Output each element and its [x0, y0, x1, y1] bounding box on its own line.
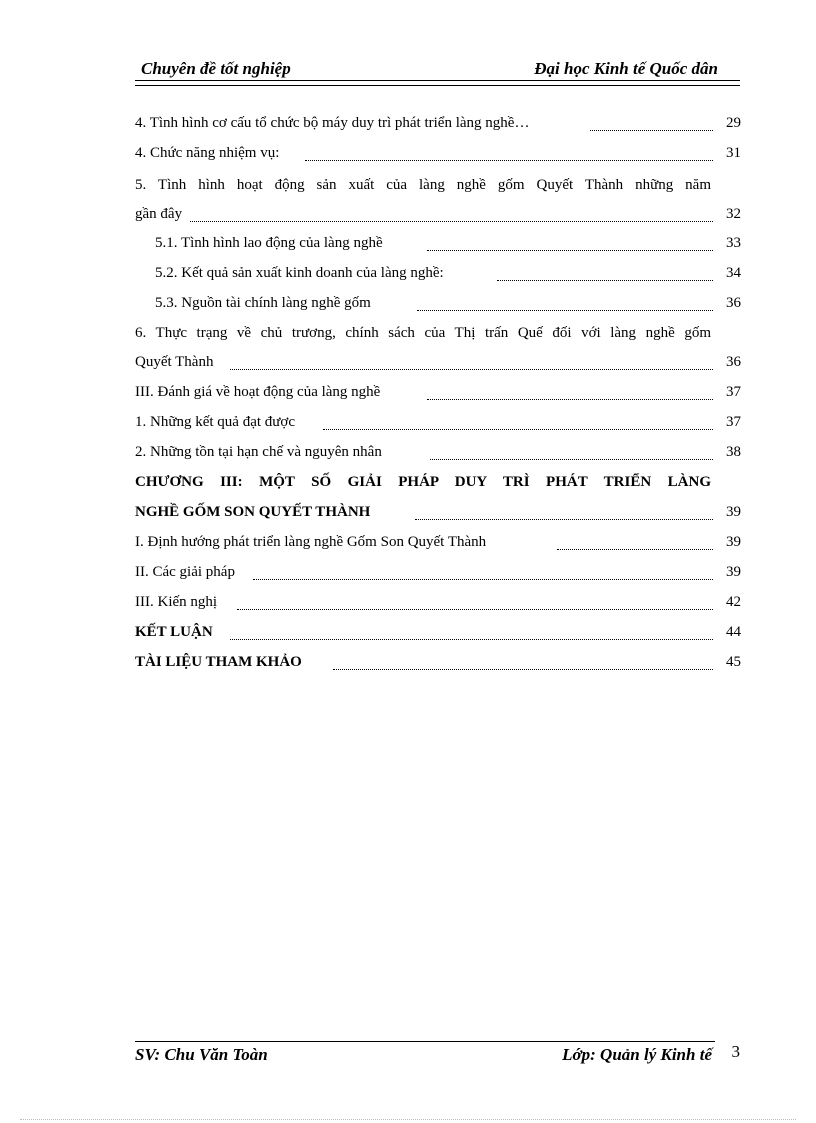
toc-entry-page: 45: [726, 654, 741, 670]
toc-entry-title: 4. Chức năng nhiệm vụ:: [135, 138, 282, 168]
toc-entry-title: III. Đánh giá về hoạt động của làng nghề: [135, 377, 383, 407]
toc-entry-title: TÀI LIỆU THAM KHẢO: [135, 647, 305, 677]
toc-entry-title: 5. Tình hình hoạt động sản xuất của làng nghề gốm Quyết Thành những năm: [135, 177, 711, 193]
toc-chapter-entry[interactable]: [135, 617, 741, 647]
page-footer: [135, 1042, 740, 1069]
toc-entry-title: 6. Thực trạng về chủ trương, chính sách của Thị trấn Quế đối với làng nghề gốm: [135, 325, 711, 341]
toc-entry[interactable]: [135, 288, 741, 318]
toc-entry-page: 31: [726, 145, 741, 161]
toc-entry[interactable]: [135, 199, 741, 229]
footer-class: Lớp: Quản lý Kinh tế: [562, 1045, 712, 1064]
toc-entry[interactable]: [135, 587, 741, 617]
toc-entry-title: 2. Những tồn tại hạn chế và nguyên nhân: [135, 437, 385, 467]
toc-entry-page: 38: [726, 444, 741, 460]
toc-entry-title: I. Định hướng phát triển làng nghề Gốm Son Quyết Thành: [135, 527, 489, 557]
toc-entry-page: 39: [726, 564, 741, 580]
footer-rule: [135, 1041, 715, 1042]
page-edge-divider: [20, 1119, 796, 1120]
toc-entry-title: 4. Tình hình cơ cấu tổ chức bộ máy duy trì phát triển làng nghề…: [135, 108, 532, 138]
toc-entry-page: 39: [726, 504, 741, 520]
toc-entry-page: 32: [726, 206, 741, 222]
toc-entry-title: 1. Những kết quả đạt được: [135, 407, 298, 437]
toc-entry[interactable]: [135, 228, 741, 258]
toc-entry-title: CHƯƠNG III: MỘT SỐ GIẢI PHÁP DUY TRÌ PHÁT TRIỂN LÀNG: [135, 474, 711, 490]
toc-entry-page: 37: [726, 414, 741, 430]
toc-entry[interactable]: [135, 407, 741, 437]
page-number: 3: [731, 1042, 740, 1061]
toc-entry-page: 36: [726, 354, 741, 370]
toc-entry[interactable]: [135, 108, 741, 138]
toc-entry[interactable]: [135, 318, 741, 348]
toc-entry[interactable]: [135, 138, 741, 168]
toc-entry-page: 44: [726, 624, 741, 640]
toc-chapter-entry[interactable]: [135, 467, 741, 497]
toc-entry-title: Quyết Thành: [135, 347, 216, 377]
toc-entry[interactable]: [135, 258, 741, 288]
header-right-title: Đại học Kinh tế Quốc dân: [534, 59, 718, 78]
toc-entry-page: 29: [726, 115, 741, 131]
header-rule: [135, 80, 740, 86]
toc-entry[interactable]: [135, 347, 741, 377]
toc-entry[interactable]: [135, 170, 741, 200]
toc-chapter-entry[interactable]: [135, 497, 741, 527]
header-left-title: Chuyên đề tốt nghiệp: [141, 59, 291, 78]
footer-student: SV: Chu Văn Toàn: [135, 1045, 268, 1064]
toc-entry-title: II. Các giải pháp: [135, 557, 238, 587]
toc-entry-page: 39: [726, 534, 741, 550]
toc-entry-title: KẾT LUẬN: [135, 617, 216, 647]
toc-entry[interactable]: [135, 557, 741, 587]
toc-entry-page: 33: [726, 235, 741, 251]
toc-entry[interactable]: [135, 377, 741, 407]
toc-entry-page: 37: [726, 384, 741, 400]
toc-entry-page: 34: [726, 265, 741, 281]
toc-entry[interactable]: [135, 527, 741, 557]
toc-entry-title: gần đây: [135, 199, 185, 229]
toc-entry-title: III. Kiến nghị: [135, 587, 220, 617]
toc-entry-title: 5.2. Kết quả sản xuất kinh doanh của làng nghề:: [155, 258, 447, 288]
toc-entry[interactable]: [135, 437, 741, 467]
toc-entry-title: 5.1. Tình hình lao động của làng nghề: [155, 228, 386, 258]
toc-entry-title: 5.3. Nguồn tài chính làng nghề gốm: [155, 288, 374, 318]
toc-entry-title: NGHỀ GỐM SON QUYẾT THÀNH: [135, 497, 373, 527]
toc-entry-page: 42: [726, 594, 741, 610]
toc-chapter-entry[interactable]: [135, 647, 741, 677]
toc-entry-page: 36: [726, 295, 741, 311]
